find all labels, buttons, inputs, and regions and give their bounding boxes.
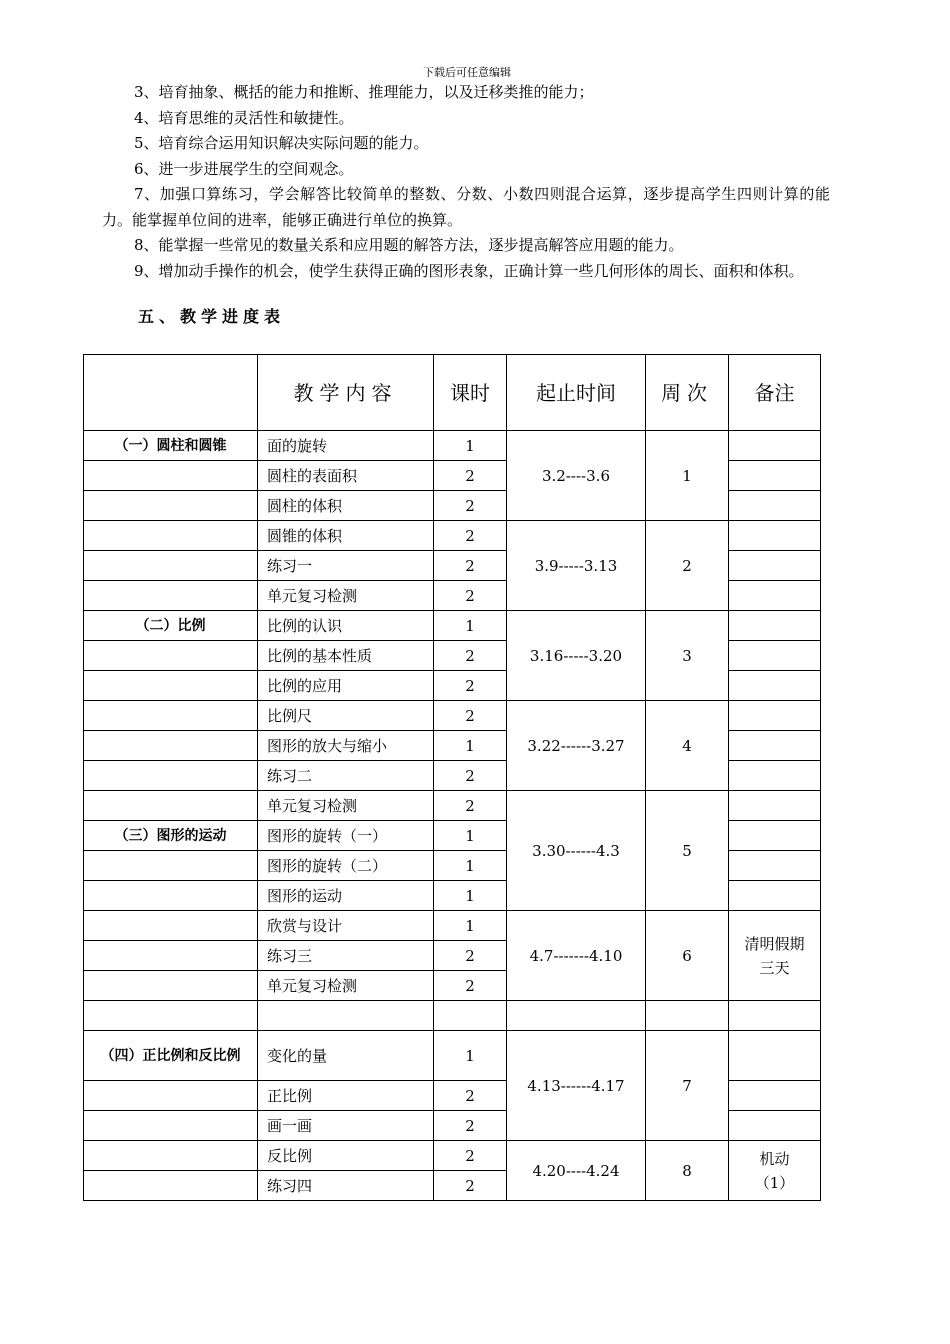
hours-cell: 2 bbox=[434, 791, 507, 821]
table-row bbox=[84, 791, 821, 821]
unit-cell: （一）圆柱和圆锥 bbox=[84, 431, 258, 461]
hours-cell: 2 bbox=[434, 671, 507, 701]
notes-cell bbox=[729, 1031, 821, 1081]
teaching-schedule-table bbox=[83, 354, 821, 1201]
hours-cell bbox=[434, 1001, 507, 1031]
content-cell: 画一画 bbox=[258, 1111, 434, 1141]
table-header-row bbox=[84, 355, 821, 431]
notes-cell bbox=[729, 881, 821, 911]
dates-cell: 4.13------4.17 bbox=[507, 1031, 646, 1141]
hours-cell: 2 bbox=[434, 461, 507, 491]
dates-cell: 3.2----3.6 bbox=[507, 431, 646, 521]
unit-cell bbox=[84, 1141, 258, 1171]
unit-cell bbox=[84, 1171, 258, 1201]
table-row bbox=[84, 431, 821, 461]
unit-cell bbox=[84, 761, 258, 791]
notes-cell bbox=[729, 671, 821, 701]
dates-cell: 3.16-----3.20 bbox=[507, 611, 646, 701]
unit-cell bbox=[84, 851, 258, 881]
objective-4: 4、培育思维的灵活性和敏捷性。 bbox=[134, 108, 354, 127]
content-cell: 反比例 bbox=[258, 1141, 434, 1171]
hours-cell: 2 bbox=[434, 1111, 507, 1141]
dates-cell: 3.22------3.27 bbox=[507, 701, 646, 791]
table-row bbox=[84, 1141, 821, 1171]
notes-cell bbox=[729, 1081, 821, 1111]
unit-cell bbox=[84, 491, 258, 521]
section-title: 五、教学进度表 bbox=[138, 307, 286, 326]
content-cell: 图形的放大与缩小 bbox=[258, 731, 434, 761]
table-row bbox=[84, 911, 821, 941]
notes-cell bbox=[729, 1111, 821, 1141]
hours-cell: 2 bbox=[434, 701, 507, 731]
notes-cell bbox=[729, 761, 821, 791]
unit-cell bbox=[84, 971, 258, 1001]
hours-cell: 1 bbox=[434, 911, 507, 941]
content-cell: 正比例 bbox=[258, 1081, 434, 1111]
hours-cell: 2 bbox=[434, 1171, 507, 1201]
unit-cell bbox=[84, 911, 258, 941]
table-row bbox=[84, 611, 821, 641]
content-cell: 欣赏与设计 bbox=[258, 911, 434, 941]
header-unit bbox=[84, 355, 258, 431]
header-notes: 备注 bbox=[729, 355, 821, 431]
unit-cell bbox=[84, 701, 258, 731]
unit-cell bbox=[84, 1111, 258, 1141]
unit-cell bbox=[84, 641, 258, 671]
unit-cell bbox=[84, 461, 258, 491]
objective-8: 8、能掌握一些常见的数量关系和应用题的解答方法，逐步提高解答应用题的能力。 bbox=[134, 236, 684, 254]
objective-9: 9、增加动手操作的机会，使学生获得正确的图形表象，正确计算一些几何形体的周长、面积和体积。 bbox=[134, 261, 804, 280]
table-row bbox=[84, 1001, 821, 1031]
hours-cell: 2 bbox=[434, 491, 507, 521]
unit-cell bbox=[84, 581, 258, 611]
content-cell: 图形的运动 bbox=[258, 881, 434, 911]
notes-cell bbox=[729, 491, 821, 521]
header-hours: 课时 bbox=[434, 355, 507, 431]
content-cell: 练习二 bbox=[258, 761, 434, 791]
objective-7: 7、加强口算练习，学会解答比较简单的整数、分数、小数四则混合运算，逐步提高学生四则计算的能力。能掌握单位间的进率，能够正确进行单位的换算。 bbox=[102, 185, 830, 229]
content-cell: 单元复习检测 bbox=[258, 971, 434, 1001]
hours-cell: 2 bbox=[434, 1141, 507, 1171]
notes-cell bbox=[729, 701, 821, 731]
notes-cell bbox=[729, 791, 821, 821]
hours-cell: 1 bbox=[434, 431, 507, 461]
unit-cell: （二）比例 bbox=[84, 611, 258, 641]
note-qingming-holiday: 清明假期三天 bbox=[729, 911, 821, 1001]
unit-cell: （四）正比例和反比例 bbox=[84, 1031, 258, 1081]
week-cell: 2 bbox=[646, 521, 729, 611]
table-row bbox=[84, 521, 821, 551]
hours-cell: 1 bbox=[434, 821, 507, 851]
content-cell: 圆锥的体积 bbox=[258, 521, 434, 551]
week-cell: 6 bbox=[646, 911, 729, 1001]
hours-cell: 1 bbox=[434, 881, 507, 911]
week-cell bbox=[646, 1001, 729, 1031]
table-row bbox=[84, 701, 821, 731]
unit-cell bbox=[84, 791, 258, 821]
objectives-list bbox=[102, 80, 830, 284]
notes-cell bbox=[729, 821, 821, 851]
content-cell: 单元复习检测 bbox=[258, 581, 434, 611]
unit-cell bbox=[84, 671, 258, 701]
content-cell: 面的旋转 bbox=[258, 431, 434, 461]
hours-cell: 2 bbox=[434, 551, 507, 581]
content-cell: 图形的旋转（一） bbox=[258, 821, 434, 851]
unit-cell: （三）图形的运动 bbox=[84, 821, 258, 851]
notes-cell bbox=[729, 731, 821, 761]
unit-cell bbox=[84, 521, 258, 551]
week-cell: 8 bbox=[646, 1141, 729, 1201]
content-cell: 练习四 bbox=[258, 1171, 434, 1201]
content-cell: 比例的认识 bbox=[258, 611, 434, 641]
content-cell: 比例尺 bbox=[258, 701, 434, 731]
header-note: 下载后可任意编辑 bbox=[423, 66, 511, 79]
unit-cell bbox=[84, 1081, 258, 1111]
hours-cell: 2 bbox=[434, 641, 507, 671]
content-cell: 比例的基本性质 bbox=[258, 641, 434, 671]
dates-cell: 4.7-------4.10 bbox=[507, 911, 646, 1001]
notes-cell bbox=[729, 611, 821, 641]
unit-cell bbox=[84, 941, 258, 971]
content-cell bbox=[258, 1001, 434, 1031]
table-row bbox=[84, 1031, 821, 1081]
objective-6: 6、进一步进展学生的空间观念。 bbox=[134, 159, 354, 178]
unit-cell bbox=[84, 731, 258, 761]
hours-cell: 2 bbox=[434, 521, 507, 551]
dates-cell: 3.30------4.3 bbox=[507, 791, 646, 911]
dates-cell: 3.9-----3.13 bbox=[507, 521, 646, 611]
hours-cell: 1 bbox=[434, 731, 507, 761]
content-cell: 变化的量 bbox=[258, 1031, 434, 1081]
content-cell: 圆柱的体积 bbox=[258, 491, 434, 521]
note-flexible: 机动（1） bbox=[729, 1141, 821, 1201]
hours-cell: 2 bbox=[434, 941, 507, 971]
content-cell: 练习一 bbox=[258, 551, 434, 581]
hours-cell: 1 bbox=[434, 851, 507, 881]
notes-cell bbox=[729, 551, 821, 581]
unit-cell bbox=[84, 881, 258, 911]
hours-cell: 2 bbox=[434, 1081, 507, 1111]
notes-cell bbox=[729, 851, 821, 881]
dates-cell: 4.20----4.24 bbox=[507, 1141, 646, 1201]
notes-cell bbox=[729, 431, 821, 461]
week-cell: 4 bbox=[646, 701, 729, 791]
objective-3: 3、培育抽象、概括的能力和推断、推理能力，以及迁移类推的能力； bbox=[134, 83, 594, 101]
hours-cell: 2 bbox=[434, 581, 507, 611]
notes-cell bbox=[729, 521, 821, 551]
week-cell: 1 bbox=[646, 431, 729, 521]
header-week: 周次 bbox=[646, 355, 729, 431]
week-cell: 3 bbox=[646, 611, 729, 701]
hours-cell: 2 bbox=[434, 761, 507, 791]
content-cell: 单元复习检测 bbox=[258, 791, 434, 821]
content-cell: 圆柱的表面积 bbox=[258, 461, 434, 491]
objective-5: 5、培育综合运用知识解决实际问题的能力。 bbox=[134, 134, 429, 152]
header-content: 教学内容 bbox=[258, 355, 434, 431]
hours-cell: 1 bbox=[434, 611, 507, 641]
content-cell: 比例的应用 bbox=[258, 671, 434, 701]
notes-cell bbox=[729, 1001, 821, 1031]
dates-cell bbox=[507, 1001, 646, 1031]
content-cell: 练习三 bbox=[258, 941, 434, 971]
hours-cell: 1 bbox=[434, 1031, 507, 1081]
notes-cell bbox=[729, 461, 821, 491]
notes-cell bbox=[729, 581, 821, 611]
unit-cell bbox=[84, 1001, 258, 1031]
week-cell: 5 bbox=[646, 791, 729, 911]
header-dates: 起止时间 bbox=[507, 355, 646, 431]
notes-cell bbox=[729, 641, 821, 671]
unit-cell bbox=[84, 551, 258, 581]
hours-cell: 2 bbox=[434, 971, 507, 1001]
week-cell: 7 bbox=[646, 1031, 729, 1141]
content-cell: 图形的旋转（二） bbox=[258, 851, 434, 881]
